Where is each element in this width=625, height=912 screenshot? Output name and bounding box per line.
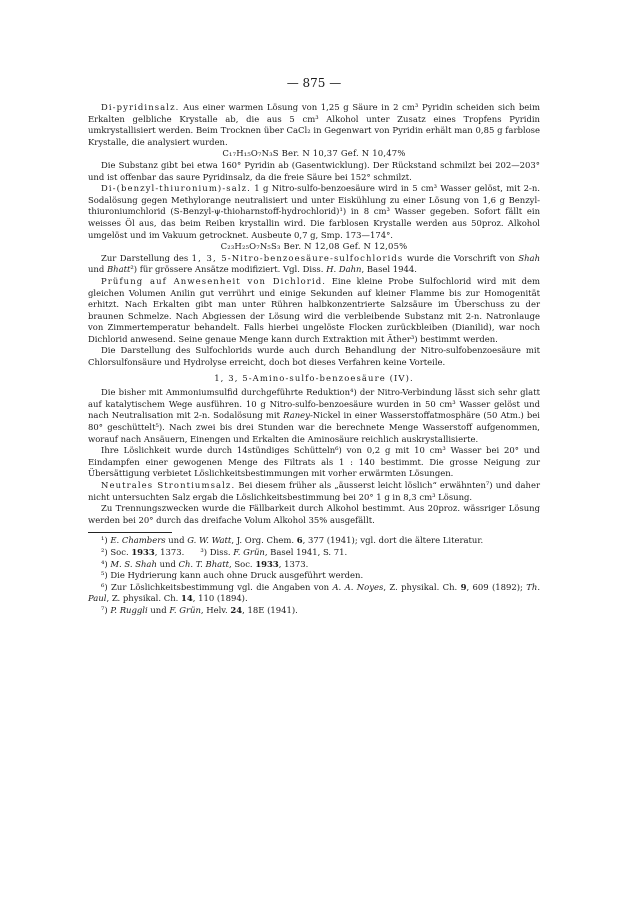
paragraph-precipitation: Zu Trennungszwecken wurde die Fällbarkeit durch Alkohol bestimmt. Aus 20proz. wässriger Lösung werden bei 20° durch das dreifache Volum Alkohol 35% ausgefällt. bbox=[88, 503, 540, 525]
section-heading-amino: 1, 3, 5-Amino-sulfo-benzoesäure (IV). bbox=[214, 372, 414, 383]
footnote-7: ⁷) P. Ruggli und F. Grün, Helv. 24, 18E (1941). bbox=[101, 604, 298, 615]
section-title-strontium: Neutrales Strontiumsalz. bbox=[101, 480, 236, 490]
paragraph-decomposition: Die Substanz gibt bei etwa 160° Pyridin ab (Gasentwicklung). Der Rückstand schmilzt bei 202—203° und ist offenbar das saure Pyridinsalz, da die freie Säure bei 152° schmilzt. bbox=[88, 159, 540, 182]
footnote-5: ⁵) Die Hydrierung kann auch ohne Druck ausgeführt werden. bbox=[101, 570, 364, 581]
paragraph-sulfochlorid-prep: Zur Darstellung des 1, 3, 5-Nitro-benzoesäure-sulfochlorids wurde die Vorschrift von Shah und Bhatt²) für grössere Ansätze modifiziert. Vgl. Diss. H. Dahn, Basel 1944. bbox=[88, 252, 541, 275]
footnotes bbox=[88, 535, 540, 616]
paragraph-strontium: Neutrales Strontiumsalz. Bei diesem früher als „äusserst leicht löslich“ erwähnten⁷) und daher nicht untersuchten Salz ergab die Löslichkeitsbestimmung bei 20° 1 g in 8,3 cm³ Lösung. bbox=[88, 480, 540, 502]
paragraph-dichlorid-test: Prüfung auf Anwesenheit von Dichlorid. Eine kleine Probe Sulfochlorid wird mit dem gleichen Volumen Anilin gut verrührt und einige Sekunden auf kleiner Flamme bis zur Homogenität erhitzt. Nach Erkalten gibt man unter Rühren halbkonzentrierte Salzsäure im Überschuss zu der braunen Schmelze. Nach Abgiessen der Lösung wird die verbleibende Substanz mit 2-n. Natronlauge von Zimmertemperatur behandelt. Falls hierbei ungelöste Flocken zurückbleiben (Dianilid), war noch Dichlorid anwesend. Seine genaue Menge kann durch Extraktion mit Äther³) bestimmt werden. bbox=[88, 275, 540, 344]
compound-name: 1, 3, 5-Nitro-benzoesäure-sulfochlorids bbox=[191, 252, 404, 263]
formula-line-1: C₁₇H₁₅O₇N₃S Ber. N 10,37 Gef. N 10,47% bbox=[222, 148, 406, 159]
formula-line-2: C₂₃H₂₅O₇N₅S₃ Ber. N 12,08 Gef. N 12,05% bbox=[220, 241, 408, 252]
footnote-4: ⁴) M. S. Shah und Ch. T. Bhatt, Soc. 1933, 1373. bbox=[101, 558, 309, 569]
footnote-1: ¹) E. Chambers und G. W. Watt, J. Org. Chem. 6, 377 (1941); vgl. dort die ältere Literatur. bbox=[101, 535, 484, 546]
paragraph-solubility: Ihre Löslichkeit wurde durch 14stündiges Schütteln⁶) von 0,2 g mit 10 cm³ Wasser bei 20° und Eindampfen einer gewogenen Menge des Filtrats als 1 : 140 bestimmt. Die grosse Neigung zur Übersättigung verbietet Löslichkeitsbestimmungen mit vorher erwärmten Lösungen. bbox=[88, 445, 540, 479]
section-title-pruefung: Prüfung auf Anwesenheit von Dichlorid. bbox=[101, 275, 327, 286]
page-number: — 875 — bbox=[286, 76, 342, 90]
main-text bbox=[88, 102, 540, 617]
journal-page bbox=[88, 0, 540, 912]
footnote-6: ⁶) Zur Löslichkeitsbestimmung vgl. die Angaben von A. A. Noyes, Z. physikal. Ch. 9, 609 (1892); Th. Paul, Z. physikal. Ch. 14, 110 (1894). bbox=[88, 581, 541, 604]
paragraph-reduction: Die bisher mit Ammoniumsulfid durchgeführte Reduktion⁴) der Nitro-Verbindung lässt sich sehr glatt auf katalytischem Wege ausführen. 10 g Nitro-sulfo-benzoesäure wurden in 50 cm³ Wasser gelöst und nach Neutralisation mit 2-n. Sodalösung mit Raney-Nickel in einer Wasserstoffatmosphäre (50 Atm.) bei 80° geschüttelt⁵). Nach zwei bis drei Stunden war die berechnete Menge Wasserstoff aufgenommen, worauf nach Ansäuern, Einengen und Erkalten die Aminosäure reichlich auskrystallisierte. bbox=[88, 387, 540, 444]
paragraph-chlorsulfon: Die Darstellung des Sulfochlorids wurde auch durch Behandlung der Nitro-sulfobenzoesäure mit Chlorsulfonsäure und Hydrolyse erreicht, doch bot dieses Verfahren keine Vorteile. bbox=[88, 345, 540, 368]
paragraph-pyridinsalz: Di-pyridinsalz. Aus einer warmen Lösung von 1,25 g Säure in 2 cm³ Pyridin scheiden sich beim Erkalten gelbliche Krystalle ab, die aus 5 cm³ Alkohol unter Zusatz eines Tropfens Pyridin umkrystallisiert werden. Beim Trocknen über CaCl₂ in Gegenwart von Pyridin erhält man 0,85 g farblose Krystalle, die analysiert wurden. bbox=[88, 102, 541, 147]
footnote-2-3: ²) Soc. 1933, 1373. ³) Diss. F. Grün, Basel 1941, S. 71. bbox=[101, 546, 348, 557]
footnote-divider bbox=[88, 532, 172, 533]
section-title-dipyridinsalz: Di-pyridinsalz. bbox=[101, 102, 180, 112]
section-title-thiuronium: Di-(benzyl-thiuronium)-salz. bbox=[101, 183, 251, 194]
paragraph-thiuronium: Di-(benzyl-thiuronium)-salz. 1 g Nitro-sulfo-benzoesäure wird in 5 cm³ Wasser gelöst, mit 2-n. Sodalösung gegen Methylorange neutralisiert und unter Eiskühlung zu einer Lösung von 1,6 g Benzyl-thiuroniumchlorid (S-Benzyl-ψ-thioharnstoff-hydrochlorid)¹) in 8 cm³ Wasser gegeben. Sofort fällt ein weisses Öl aus, das beim Reiben krystallin wird. Die farblosen Krystalle werden aus 50proz. Alkohol umgelöst und im Vakuum getrocknet. Ausbeute 0,7 g, Smp. 173—174°. bbox=[88, 183, 540, 240]
